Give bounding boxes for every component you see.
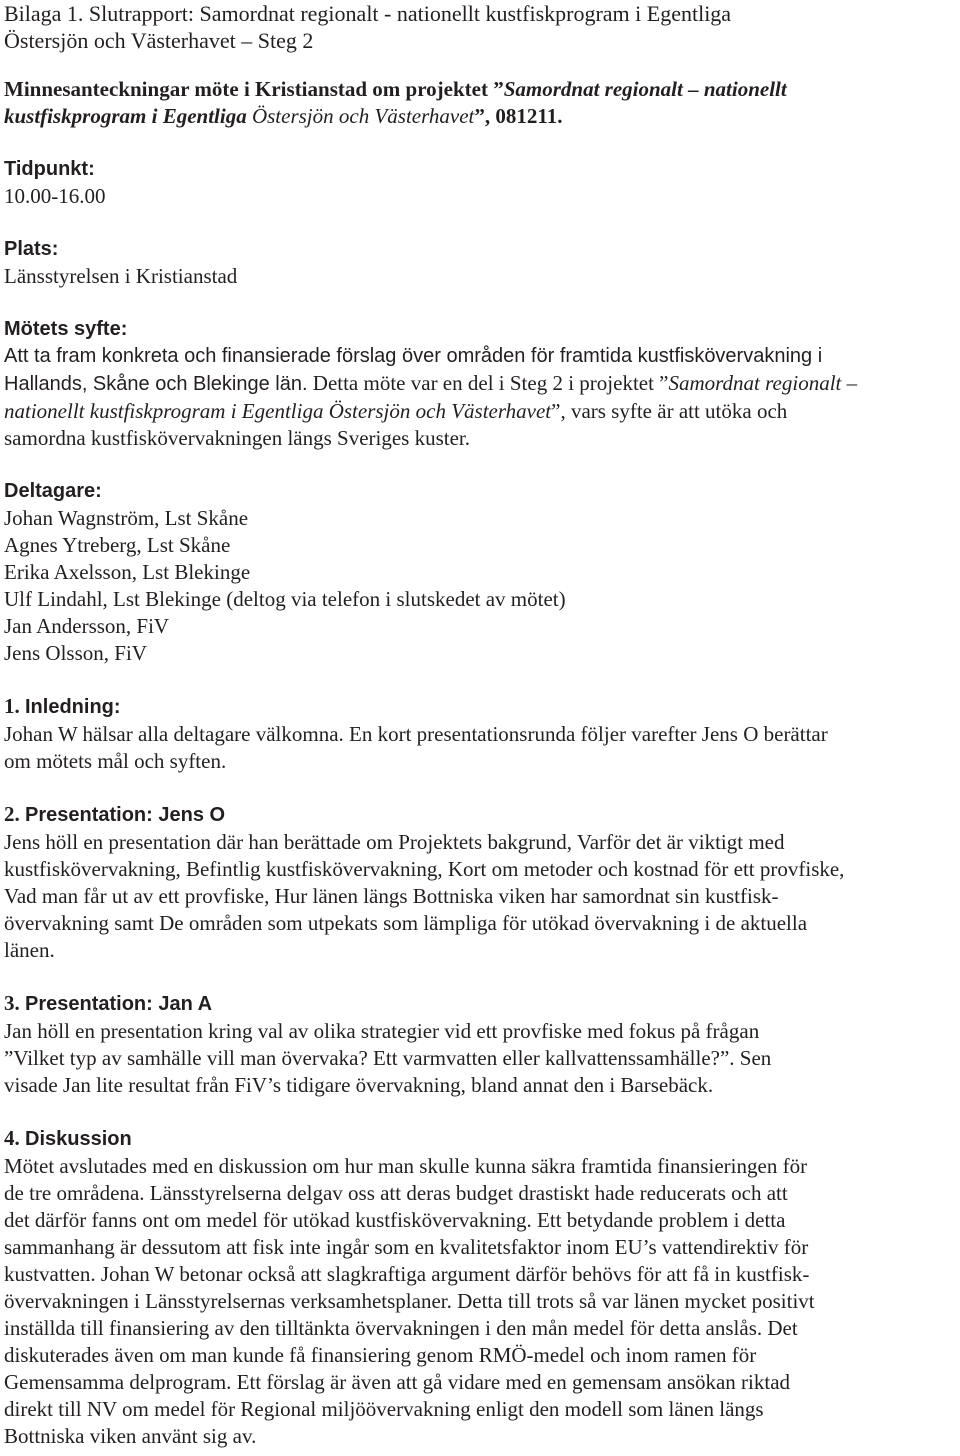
paragraph-line: länen. (4, 938, 55, 962)
tidpunkt-label: Tidpunkt: (4, 158, 95, 180)
section-title: Presentation: Jan A (25, 993, 213, 1015)
paragraph-line: om mötets mål och syften. (4, 749, 227, 773)
syfte-line (4, 398, 960, 425)
paragraph-line: övervakning samt De områden som utpekats som lämpliga för utökad övervakning i de aktuella (4, 911, 808, 935)
subtitle-line (4, 103, 960, 130)
meeting-subtitle (4, 76, 960, 130)
subtitle-text: Minnesanteckningar möte i Kristianstad om projektet ” (4, 77, 504, 101)
section-heading (4, 1125, 960, 1153)
section-title: Diskussion (25, 1128, 132, 1150)
paragraph-line: Johan W hälsar alla deltagare välkomna. En kort presentationsrunda följer varefter Jens O berättar (4, 722, 828, 746)
participant-item: Jens Olsson, FiV (4, 641, 147, 665)
participant-item: Erika Axelsson, Lst Blekinge (4, 560, 251, 584)
document-title (4, 0, 960, 54)
deltagare-label: Deltagare: (4, 480, 102, 502)
syfte-text: Hallands, Skåne och Blekinge län. (4, 373, 308, 395)
syfte-line: Att ta fram konkreta och finansierade förslag över områden för framtida kustfiskövervakning i (4, 345, 823, 367)
section-presentation-jens (4, 801, 960, 964)
paragraph-line: övervakningen i Länsstyrelsernas verksamhetsplaner. Detta till trots så var länen mycket positivt (4, 1289, 815, 1313)
section-number: 2. (4, 802, 25, 826)
syfte-line: samordna kustfiskövervakningen längs Sveriges kuster. (4, 426, 470, 450)
participant-item: Jan Andersson, FiV (4, 614, 170, 638)
title-line: Östersjön och Västerhavet – Steg 2 (4, 28, 314, 53)
syfte-text: Detta möte var en del i Steg 2 i projektet ” (307, 371, 669, 395)
subtitle-text: ”, 081211. (474, 104, 563, 128)
paragraph-line: ”Vilket typ av samhälle vill man övervaka? Ett varmvatten eller kallvattenssamhälle?”. Sen (4, 1046, 772, 1070)
plats-label: Plats: (4, 238, 59, 260)
section-number: 1. (4, 694, 25, 718)
section-title: Presentation: Jens O (25, 804, 226, 826)
section-heading (4, 693, 960, 721)
paragraph-line: Jens höll en presentation där han berättade om Projektets bakgrund, Varför det är viktigt med (4, 830, 785, 854)
plats-section (4, 236, 960, 290)
paragraph-line: Vad man får ut av ett provfiske, Hur länen längs Bottniska viken har samordnat sin kustfisk- (4, 884, 779, 908)
syfte-italic: Samordnat regionalt – (668, 371, 858, 395)
syfte-section (4, 316, 960, 452)
subtitle-italic: Samordnat regionalt – nationellt (503, 77, 787, 101)
paragraph-line: kustvatten. Johan W betonar också att slagkraftiga argument därför behövs för att få in kustfisk- (4, 1262, 810, 1286)
title-line: Bilaga 1. Slutrapport: Samordnat regionalt - nationellt kustfiskprogram i Egentliga (4, 1, 732, 26)
syfte-italic: nationellt kustfiskprogram i Egentliga Östersjön och Västerhavet (4, 399, 552, 423)
section-presentation-jan (4, 990, 960, 1099)
section-heading (4, 990, 960, 1018)
section-inledning (4, 693, 960, 775)
paragraph-line: Gemensamma delprogram. Ett förslag är även att gå vidare med en gemensam ansökan riktad (4, 1370, 791, 1394)
plats-value: Länsstyrelsen i Kristianstad (4, 264, 238, 288)
participant-item: Agnes Ytreberg, Lst Skåne (4, 533, 231, 557)
section-heading (4, 801, 960, 829)
paragraph-line: direkt till NV om medel för Regional miljöövervakning enligt den modell som länen längs (4, 1397, 764, 1421)
subtitle-line (4, 76, 960, 103)
syfte-line (4, 370, 960, 398)
paragraph-line: Bottniska viken använt sig av. (4, 1424, 257, 1448)
deltagare-section (4, 478, 960, 667)
participant-item: Johan Wagnström, Lst Skåne (4, 506, 249, 530)
paragraph-line: inställda till finansiering av den tilltänkta övervakningen i den mån medel för detta anslås. Det (4, 1316, 798, 1340)
paragraph-line: visade Jan lite resultat från FiV’s tidigare övervakning, bland annat den i Barsebäck. (4, 1073, 714, 1097)
paragraph-line: diskuterades även om man kunde få finansiering genom RMÖ-medel och inom ramen för (4, 1343, 757, 1367)
paragraph-line: Mötet avslutades med en diskussion om hur man skulle kunna säkra framtida finansieringen för (4, 1154, 808, 1178)
subtitle-italic: Östersjön och Västerhavet (246, 104, 475, 128)
paragraph-line: kustfiskövervakning, Befintlig kustfiskövervakning, Kort om metoder och kostnad för ett provfiske, (4, 857, 845, 881)
participant-item: Ulf Lindahl, Lst Blekinge (deltog via telefon i slutskedet av mötet) (4, 587, 566, 611)
syfte-label: Mötets syfte: (4, 318, 128, 340)
section-number: 4. (4, 1126, 25, 1150)
tidpunkt-section (4, 156, 960, 210)
section-diskussion (4, 1125, 960, 1450)
syfte-text: ”, vars syfte är att utöka och (551, 399, 788, 423)
section-title: Inledning: (25, 696, 121, 718)
subtitle-italic: kustfiskprogram i Egentliga (4, 104, 247, 128)
section-number: 3. (4, 991, 25, 1015)
paragraph-line: det därför fanns ont om medel för utökad kustfiskövervakning. Ett betydande problem i detta (4, 1208, 786, 1232)
paragraph-line: sammanhang är dessutom att fisk inte ingår som en kvalitetsfaktor inom EU’s vattendirektiv för (4, 1235, 809, 1259)
paragraph-line: de tre områdena. Länsstyrelserna delgav oss att deras budget drastiskt hade reducerats och att (4, 1181, 788, 1205)
paragraph-line: Jan höll en presentation kring val av olika strategier vid ett provfiske med fokus på frågan (4, 1019, 760, 1043)
tidpunkt-value: 10.00-16.00 (4, 184, 106, 208)
